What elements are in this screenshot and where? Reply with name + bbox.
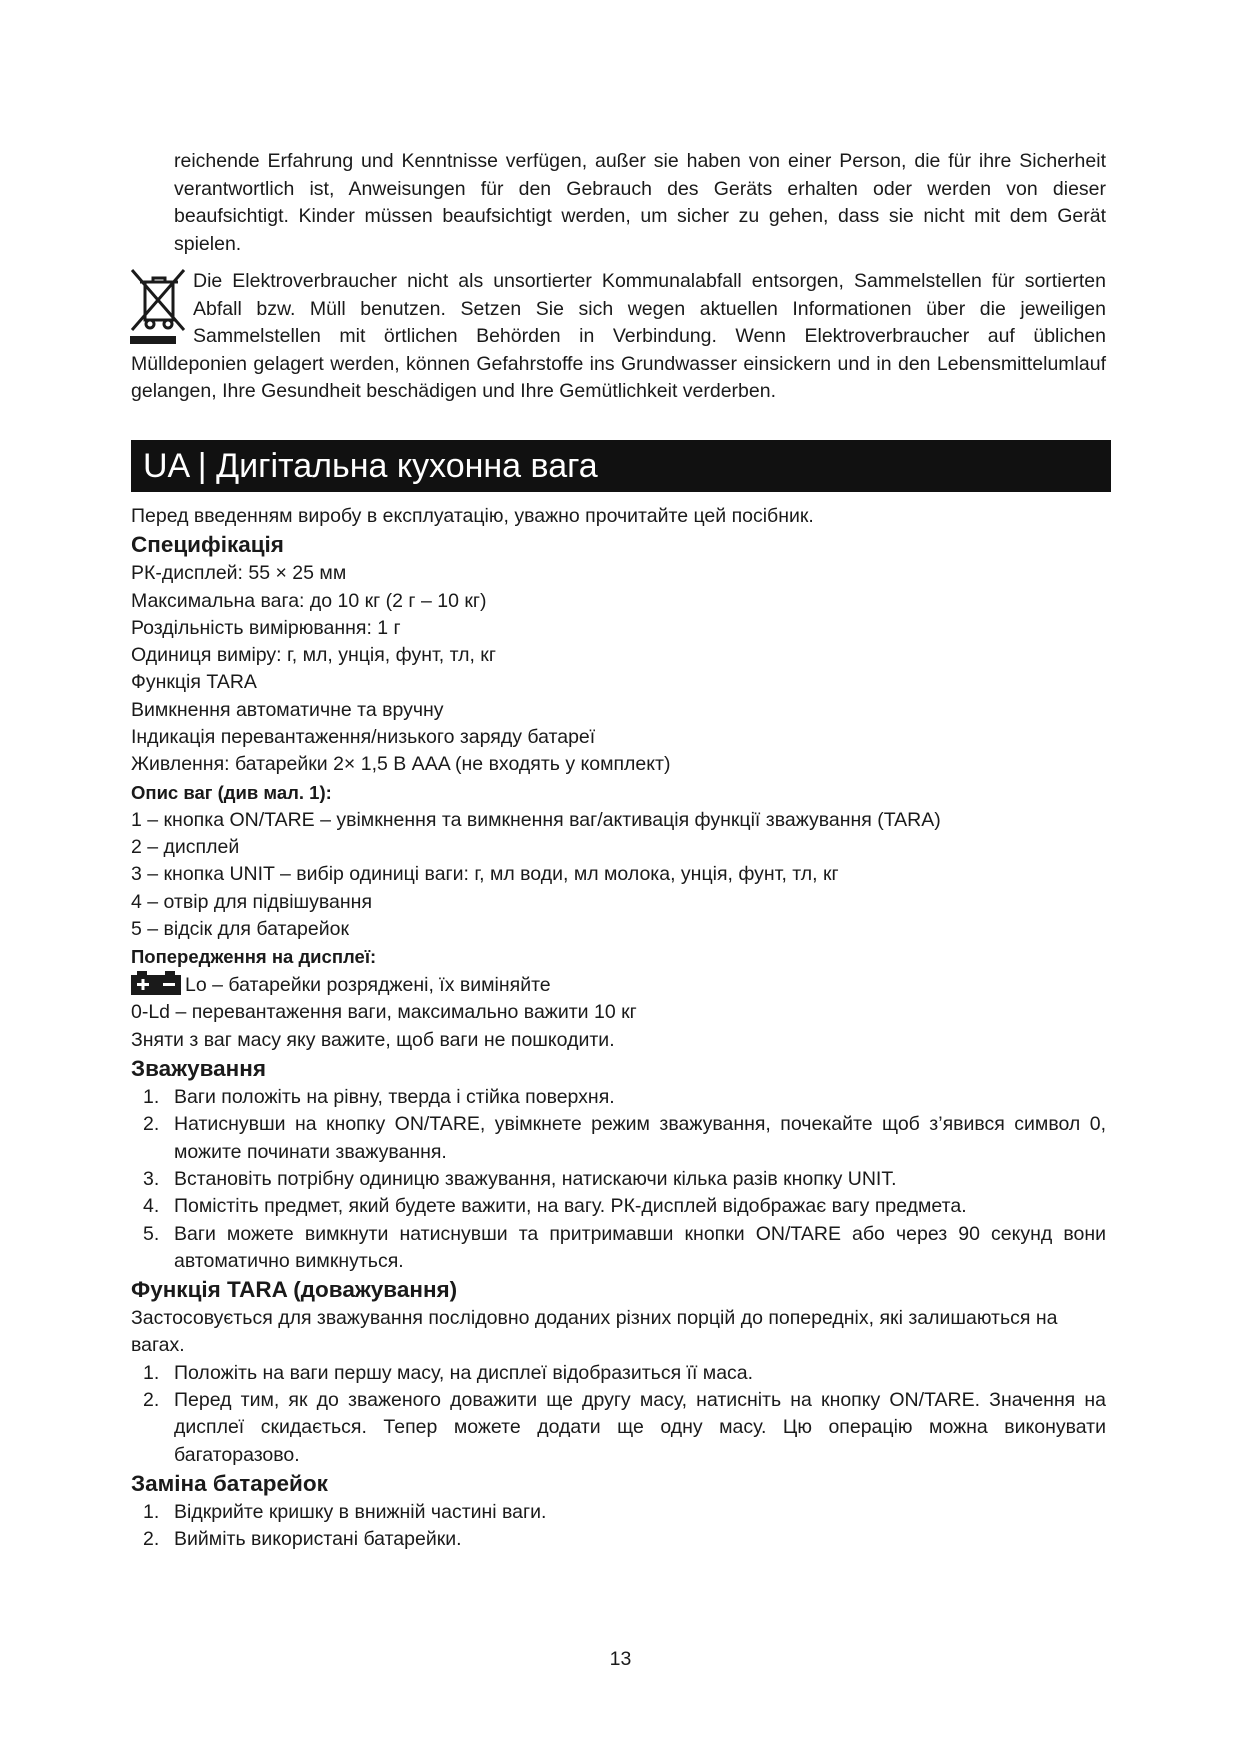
list-item: 2. Вийміть використані батарейки. [143, 1528, 462, 1551]
description-heading: Опис ваг (див мал. 1): [131, 781, 332, 803]
tara-steps [131, 1360, 1106, 1469]
list-item: 3. Встановіть потрібну одиницю зважування, натискаючи кілька разів кнопку UNIT. [143, 1167, 897, 1190]
warning-overload: 0-Ld – перевантаження ваги, максимально важити 10 кг [131, 1001, 637, 1024]
list-item: 2. Перед тим, як до зваженого доважити ще другу масу, натисніть на кнопку ON/TARE. Значення на дисплеї скидається. Тепер можете додати ще одну масу. Цю операцію можна виконувати багаторазово. [143, 1389, 1106, 1466]
weighing-heading: Зважування [131, 1056, 266, 1082]
warning-battery [131, 971, 1106, 999]
spec-heading: Специфікація [131, 532, 284, 558]
list-item: 1. Положіть на ваги першу масу, на дисплеї відобразиться її маса. [143, 1361, 754, 1384]
list-item: 2. Натиснувши на кнопку ON/TARE, увімкнете режим зважування, почекайте щоб з’явився символ 0, можите починати зважування. [143, 1113, 1106, 1163]
safety-paragraph-de: reichende Erfahrung und Kenntnisse verfügen, außer sie haben von einer Person, die für ihre Sicherheit verantwortlich ist, Anweisungen für den Gebrauch des Geräts erhalten oder werden von dieser beaufsichtigt. Kinder müssen beaufsichtigt werden, um sicher zu gehen, dass sie nicht mit dem Gerät spielen. [174, 150, 1106, 255]
tara-heading: Функція TARA (доважування) [131, 1277, 458, 1303]
description-item: 2 – дисплей [131, 835, 240, 858]
list-item: 1. Відкрийте кришку в внижній частині ваги. [143, 1500, 547, 1523]
tara-intro: Застосовується для зважування послідовно доданих різних порцій до попередніх, які залишаються на вагах. [131, 1307, 1058, 1357]
battery-change-heading: Заміна батарейок [131, 1470, 328, 1496]
description-item: 5 – відсік для батарейок [131, 917, 350, 940]
spec-item: Функція TARA [131, 671, 257, 694]
weighing-steps [131, 1084, 1106, 1275]
warning-remove: Зняти з ваг масу яку важите, щоб ваги не пошкодити. [131, 1028, 615, 1051]
battery-icon [131, 971, 181, 995]
intro-text: Перед введенням виробу в експлуатацію, уважно прочитайте цей посібник. [131, 505, 814, 527]
spec-item: РК-дисплей: 55 × 25 мм [131, 562, 347, 585]
list-item: 4. Помістіть предмет, який будете важити, на вагу. РК-дисплей відображає вагу предмета. [143, 1195, 967, 1218]
spec-item: Індикація перевантаження/низького заряду батареї [131, 726, 596, 749]
section-title-bar: UA | Дигітальна кухонна вага [131, 440, 1111, 492]
description-item: 3 – кнопка UNIT – вибір одиниці ваги: г, мл води, мл молока, унція, фунт, тл, кг [131, 863, 839, 886]
page-number: 13 [609, 1648, 632, 1670]
description-item: 1 – кнопка ON/TARE – увімкнення та вимкнення ваг/активація функції зважування (TARA) [131, 808, 941, 831]
list-item: 5. Ваги можете вимкнути натиснувши та притримавши кнопки ON/TARE або через 90 секунд вони автоматично вимкнуться. [143, 1222, 1106, 1272]
spec-item: Живлення: батарейки 2× 1,5 В AAA (не входять у комплект) [131, 753, 671, 776]
battery-change-steps [131, 1499, 1106, 1554]
spec-item: Роздільність вимірювання: 1 г [131, 616, 401, 639]
spec-item: Максимальна вага: до 10 кг (2 г – 10 кг) [131, 589, 487, 612]
ua-section-content [131, 503, 1106, 1554]
warning-battery-text: Lo – батарейки розряджені, їх виміняйте [185, 974, 551, 997]
warnings-heading: Попередження на дисплеї: [131, 946, 377, 968]
spec-item: Одиниця виміру: г, мл, унція, фунт, тл, кг [131, 644, 496, 667]
disposal-paragraph-de: Die Elektroverbraucher nicht als unsortierter Kommunalabfall entsorgen, Sammelstellen für sortierten Abfall bzw. Müll benutzen. Setzen Sie sich wegen aktuellen Informationen über die jeweiligen Sammelstellen mit örtlichen Behörden in Verbindung. Wenn Elektroverbraucher auf üblichen Mülldeponien gelagert werden, können Gefahrstoffe ins Grundwasser einsickern und in den Lebensmittelumlauf gelangen, Ihre Gesundheit beschädigen und Ihre Gemütlichkeit verderben. [131, 270, 1106, 402]
spec-item: Вимкнення автоматичне та вручну [131, 698, 444, 721]
list-item: 1. Ваги положіть на рівну, тверда і стійка поверхня. [143, 1086, 615, 1109]
description-item: 4 – отвір для підвішування [131, 890, 372, 913]
